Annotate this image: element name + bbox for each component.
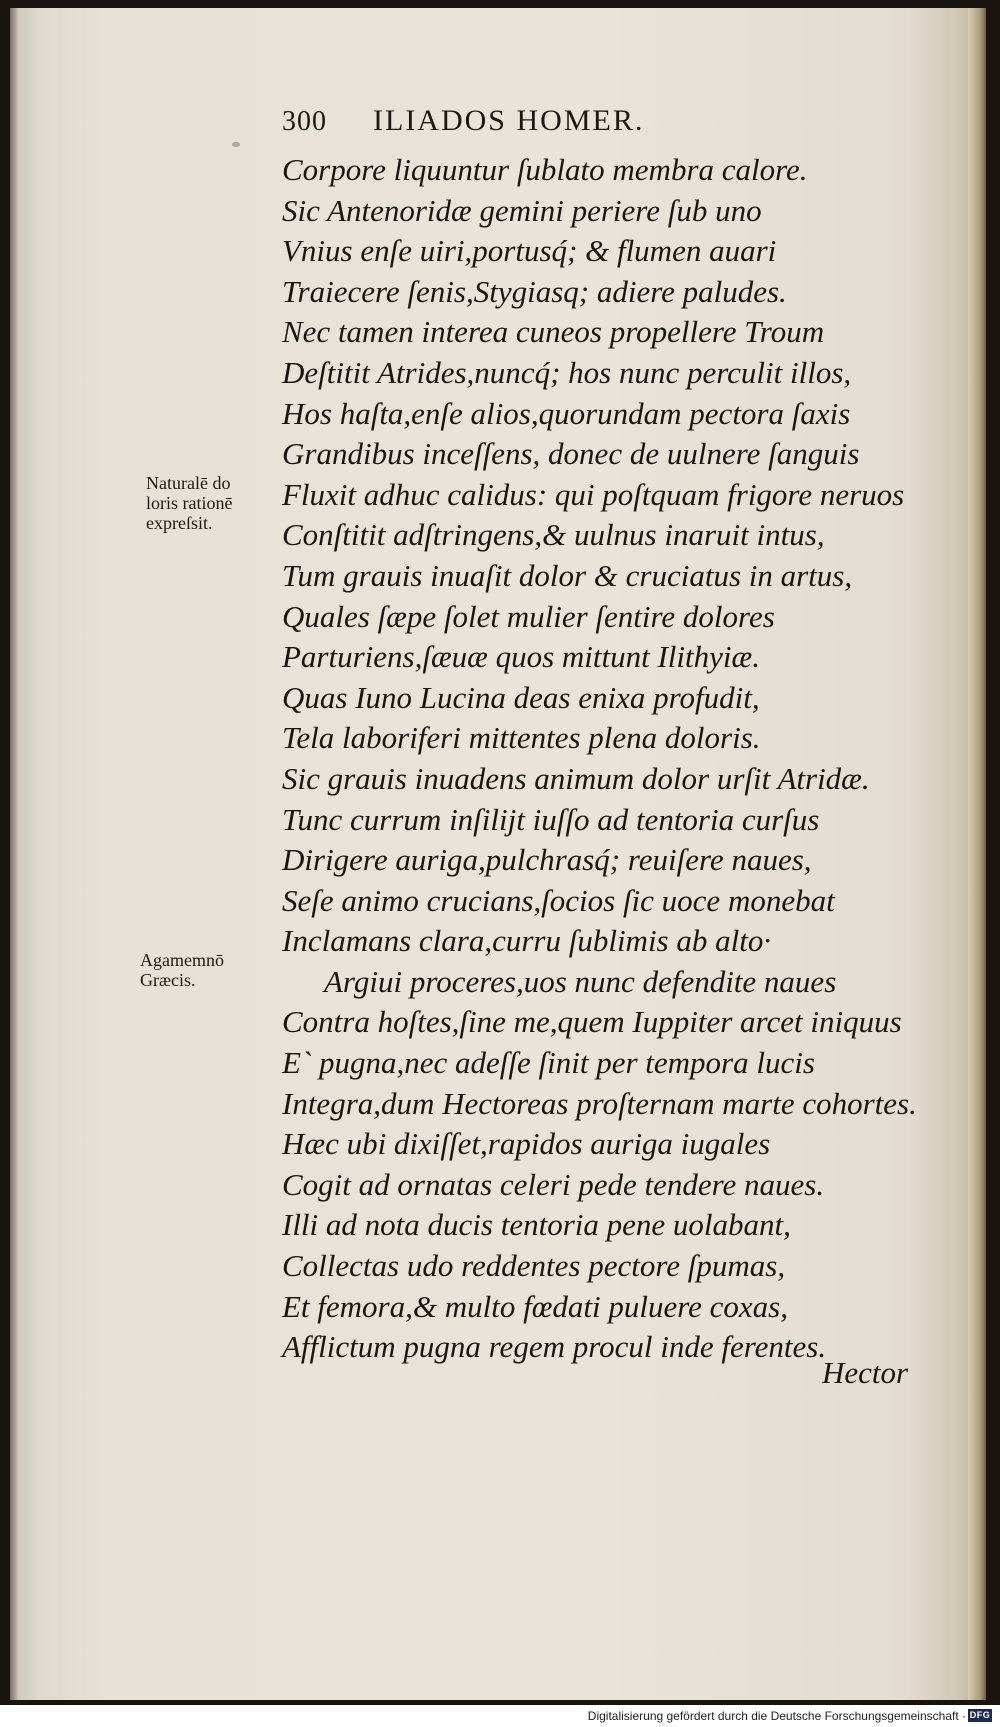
page-fore-edge — [968, 8, 986, 1700]
verse-line: Afflictum pugna regem procul inde ferentes. — [282, 1329, 827, 1365]
verse-line: Hos haſta,enſe alios,quorundam pectora ſaxis — [282, 395, 851, 431]
margin-note-1 — [146, 473, 296, 533]
verse-line: Fluxit adhuc calidus: qui poſtquam frigore neruos — [282, 476, 905, 512]
verse-block — [282, 150, 942, 1368]
margin-note-line: Agamemnō — [140, 950, 224, 970]
verse-line: Quales ſæpe ſolet mulier ſentire dolores — [282, 598, 775, 634]
margin-note-line: expreſsit. — [146, 513, 213, 533]
verse-line: Nec tamen interea cuneos propellere Troum — [282, 314, 825, 350]
page-gutter-edge — [10, 8, 18, 1700]
verse-line: Et femora,& multo fœdati puluere coxas, — [282, 1288, 788, 1324]
page-number: 300 — [282, 106, 327, 137]
margin-note-line: Græcis. — [140, 970, 196, 990]
verse-line: Conſtitit adſtringens,& uulnus inaruit intus, — [282, 517, 825, 553]
verse-line: Sic Antenoridæ gemini periere ſub uno — [282, 192, 762, 228]
verse-line: Cogit ad ornatas celeri pede tendere naues. — [282, 1166, 825, 1202]
verse-line: Traiecere ſenis,Stygiasq; adiere paludes. — [282, 273, 787, 309]
verse-line: Seſe animo crucians,ſocios ſic uoce monebat — [282, 882, 835, 918]
verse-line: Integra,dum Hectoreas proſternam marte cohortes. — [282, 1085, 917, 1121]
verse-line: Hæc ubi dixiſſet,rapidos auriga iugales — [282, 1126, 771, 1162]
verse-line: Dirigere auriga,pulchrasq́; reuiſere naues, — [282, 842, 812, 878]
verse-line: Sic grauis inuadens animum dolor urſit Atridæ. — [282, 760, 870, 796]
verse-line: Collectas udo reddentes pectore ſpumas, — [282, 1248, 786, 1284]
verse-line: Parturiens,ſæuæ quos mittunt Ilithyiæ. — [282, 639, 760, 675]
verse-line: Grandibus inceſſens, donec de uulnere ſanguis — [282, 436, 860, 472]
margin-note-line: loris rationē — [146, 493, 233, 513]
catchword: Hector — [822, 1355, 909, 1390]
verse-line: Tum grauis inuaſit dolor & cruciatus in artus, — [282, 557, 853, 593]
dfg-logo: DFG — [969, 1710, 991, 1720]
verse-line: Corpore liquuntur ſublato membra calore. — [282, 152, 808, 187]
verse-line: E` pugna,nec adeſſe ſinit per tempora lucis — [282, 1045, 815, 1081]
verse-line: Argiui proceres,uos nunc defendite naues — [324, 963, 837, 999]
verse-line: Vnius enſe uiri,portusq́; & flumen auari — [282, 233, 777, 269]
verse-line: Contra hoſtes,ſine me,quem Iuppiter arcet iniquus — [282, 1004, 902, 1040]
verse-line: Quas Iuno Lucina deas enixa profudit, — [282, 679, 760, 715]
margin-note-2 — [140, 950, 290, 990]
funding-credit: Digitalisierung gefördert durch die Deutsche Forschungsgemeinschaft · — [587, 1709, 966, 1723]
verse-line: Deſtitit Atrides,nuncq́; hos nunc perculit illos, — [282, 354, 852, 390]
digitization-footer — [0, 1705, 1000, 1727]
verse-line: Illi ad nota ducis tentoria pene uolabant, — [282, 1207, 791, 1243]
verse-line: Tela laboriferi mittentes plena doloris. — [282, 720, 761, 756]
paper-blemish — [232, 142, 240, 147]
verse-line: Inclamans clara,curru ſublimis ab alto· — [282, 923, 772, 959]
margin-note-line: Naturalē do — [146, 473, 231, 493]
verse-line: Tunc currum inſilijt iuſſo ad tentoria curſus — [282, 801, 820, 837]
page-header — [282, 104, 922, 138]
running-head: ILIADOS HOMER. — [373, 104, 645, 137]
